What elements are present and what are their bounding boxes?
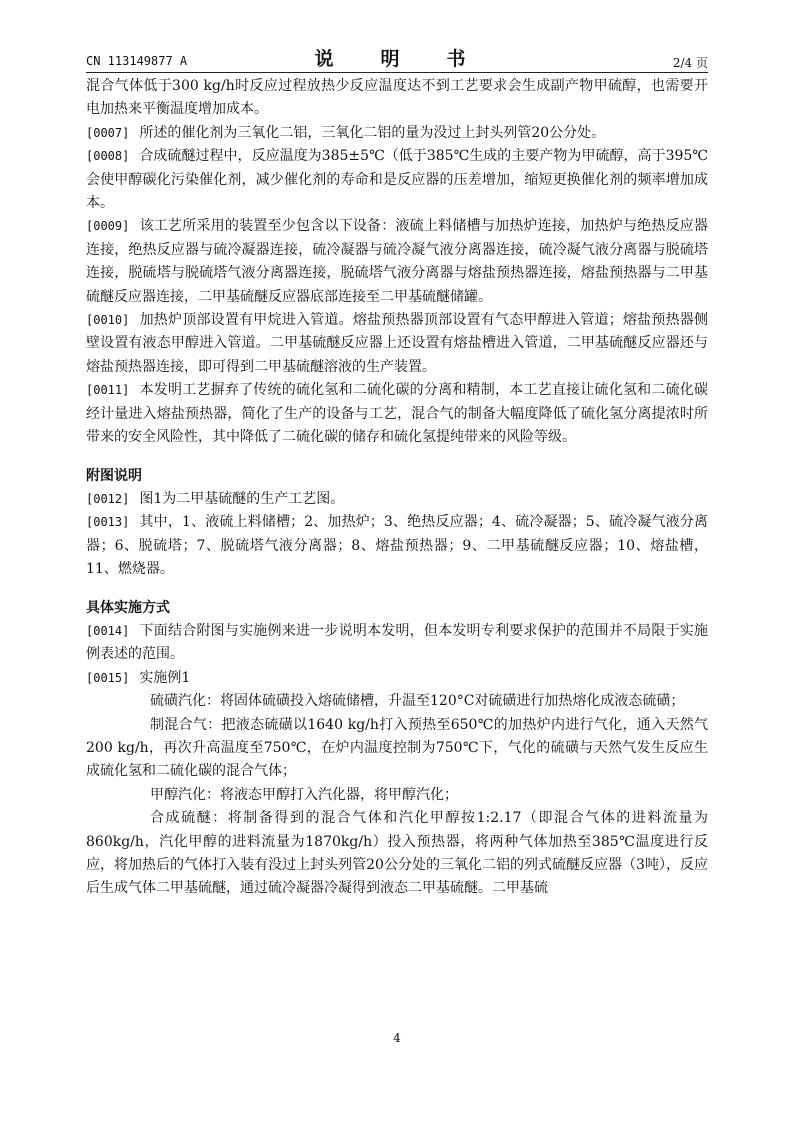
- paragraph-number: [0007]: [86, 125, 130, 140]
- step-sulfur-vaporization: 硫磺汽化：将固体硫磺投入熔硫储槽，升温至120°C对硫磺进行加热熔化成液态硫磺；: [150, 693, 685, 710]
- paragraph-number: [0008]: [86, 149, 130, 164]
- document-title: 说 明 书: [314, 48, 480, 70]
- step-synthesis: 合成硫醚：将制备得到的混合气体和汽化甲醇按1:2.17（即混合气体的进料流量为860kg/h，汽化甲醇的进料流量为1870kg/h）投入预热器，将两种气体加热至385℃温度进行反应，将加热后的气体打入装有没过上封头列管20公分处的三氧化二铝的列式硫醚反应器（3吨），反应后生成气体二甲基硫醚，通过硫冷凝器冷凝得到液态二甲基硫醚。二甲基硫: [86, 810, 708, 897]
- paragraph-number: [0012]: [86, 491, 130, 506]
- page-number: 4: [393, 1031, 401, 1045]
- paragraph-continuation: 混合气体低于300 kg/h时反应过程放热少反应温度达不到工艺要求会生成副产物甲硫醇，也需要开电加热来平衡温度增加成本。: [86, 78, 708, 118]
- page-fraction: 2/4 页: [672, 56, 708, 70]
- document-number: CN 113149877 A: [86, 54, 188, 68]
- paragraph-0008: [0008] 合成硫醚过程中，反应温度为385±5℃（低于385℃生成的主要产物为甲硫醇，高于395℃会使甲醇碳化污染催化剂，减少催化剂的寿命和是反应器的压差增加，缩短更换催化剂的频率增加成本。: [86, 148, 708, 212]
- step-methanol-vaporization: 甲醇汽化：将液态甲醇打入汽化器，将甲醇汽化；: [150, 786, 458, 803]
- paragraph-number: [0010]: [86, 313, 130, 328]
- paragraph-number: [0009]: [86, 219, 130, 234]
- section-heading-embodiment: 具体实施方式: [86, 599, 170, 616]
- paragraph-0010: [0010] 加热炉顶部设置有甲烷进入管道。熔盐预热器顶部设置有气态甲醇进入管道；熔盐预热器侧壁设置有液态甲醇进入管道。二甲基硫醚反应器上还设置有熔盐槽进入管道，二甲基硫醚反应器还与熔盐预热器连接，即可得到二甲基硫醚溶液的生产装置。: [86, 312, 708, 375]
- paragraph-0007: [0007] 所述的催化剂为三氧化二铝，三氧化二铝的量为没过上封头列管20公分处。: [86, 124, 606, 141]
- paragraph-number: [0013]: [86, 515, 130, 530]
- page-header: [86, 44, 708, 73]
- section-heading-figures: 附图说明: [86, 467, 142, 484]
- step-mixed-gas: 制混合气：把液态硫磺以1640 kg/h打入预热至650℃的加热炉内进行气化，通入天然气200 kg/h，再次升高温度至750℃，在炉内温度控制为750℃下，气化的硫磺与天然气发生反应生成硫化氢和二硫化碳的混合气体；: [86, 716, 708, 780]
- paragraph-0009: [0009] 该工艺所采用的装置至少包含以下设备：液硫上料储槽与加热炉连接，加热炉与绝热反应器连接，绝热反应器与硫冷凝器连接，硫冷凝器与硫冷凝气液分离器连接，硫冷凝气液分离器与脱硫塔连接，脱硫塔与脱硫塔气液分离器连接，脱硫塔气液分离器与熔盐预热器连接，熔盐预热器与二甲基硫醚反应器连接，二甲基硫醚反应器底部连接至二甲基硫醚储罐。: [86, 218, 708, 305]
- paragraph-0013: [0013] 其中，1、液硫上料储槽；2、加热炉；3、绝热反应器；4、硫冷凝器；5、硫冷凝气液分离器；6、脱硫塔；7、脱硫塔气液分离器；8、熔盐预热器；9、二甲基硫醚反应器；10、熔盐槽，11、燃烧器。: [86, 514, 708, 578]
- paragraph-0012: [0012] 图1为二甲基硫醚的生产工艺图。: [86, 490, 345, 507]
- document-body: [86, 75, 708, 901]
- paragraph-number: [0011]: [86, 383, 130, 398]
- paragraph-number: [0015]: [86, 670, 130, 685]
- paragraph-0015: [0015] 实施例1: [86, 669, 191, 686]
- paragraph-0011: [0011] 本发明工艺摒弃了传统的硫化氢和二硫化碳的分离和精制，本工艺直接让硫化氢和二硫化碳经计量进入熔盐预热器，简化了生产的设备与工艺，混合气的制备大幅度降低了硫化氢分离提浓时所带来的安全风险性，其中降低了二硫化碳的储存和硫化氢提纯带来的风险等级。: [86, 382, 708, 446]
- paragraph-number: [0014]: [86, 623, 130, 638]
- paragraph-0014: [0014] 下面结合附图与实施例来进一步说明本发明，但本发明专利要求保护的范围并不局限于实施例表述的范围。: [86, 622, 708, 663]
